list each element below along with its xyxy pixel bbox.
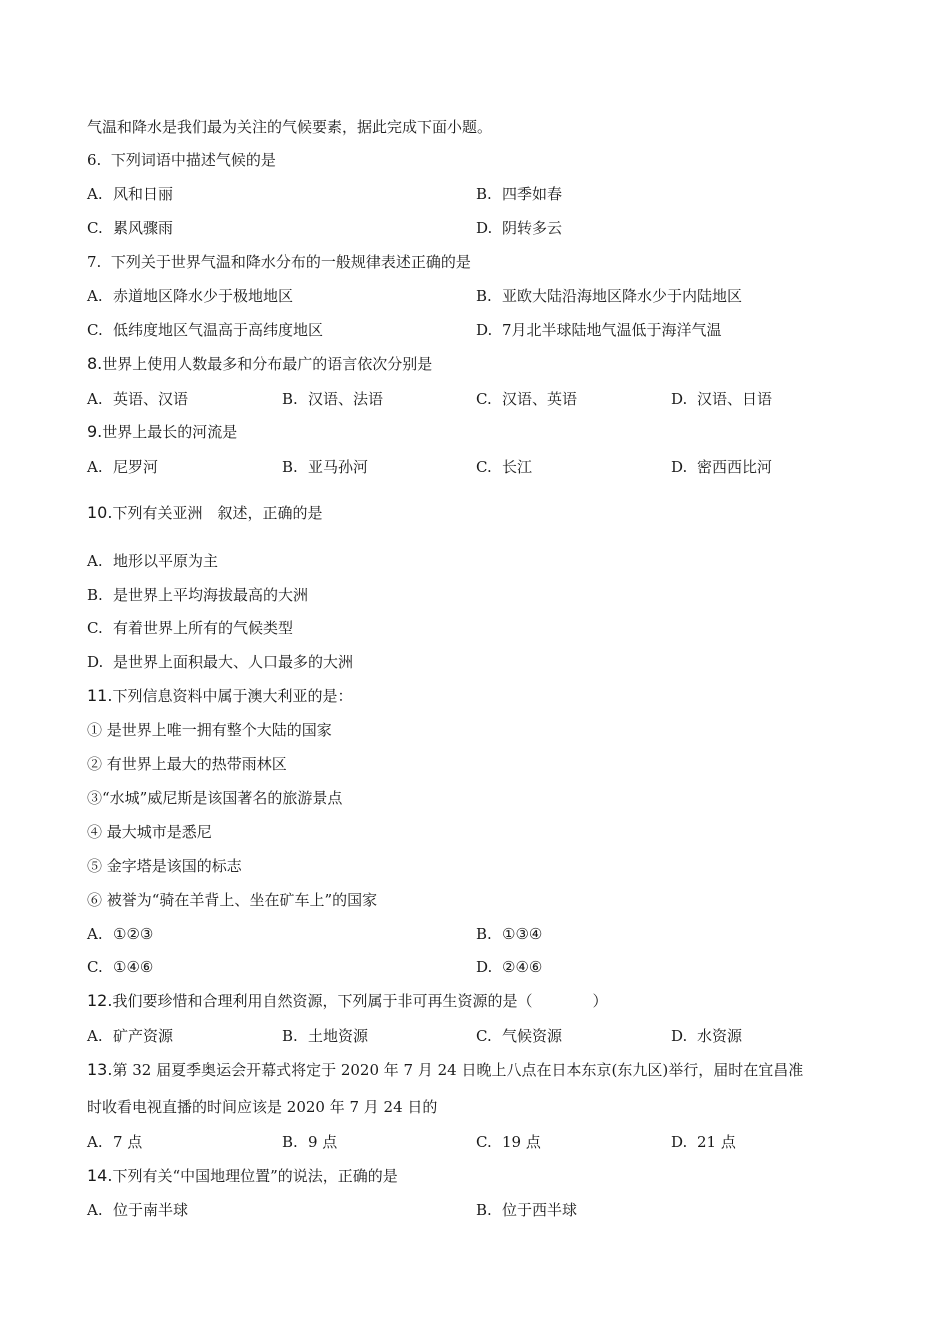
q7-option-c[interactable]: C. 低纬度地区气温高于高纬度地区: [87, 321, 324, 339]
question-7: 7. 下列关于世界气温和降水分布的一般规律表述正确的是: [87, 253, 471, 271]
q6-option-c[interactable]: C. 累风骤雨: [87, 219, 174, 237]
q11-statement-3: ③“水城”威尼斯是该国著名的旅游景点: [87, 789, 343, 807]
question-13-continued: 时收看电视直播的时间应该是 2020 年 7 月 24 日的: [87, 1098, 438, 1116]
q14-option-b[interactable]: B. 位于西半球: [476, 1201, 578, 1219]
q9-option-a[interactable]: A. 尼罗河: [87, 458, 159, 476]
q9-option-b[interactable]: B. 亚马孙河: [282, 458, 369, 476]
q11-option-d[interactable]: D. ②④⑥: [476, 958, 543, 976]
question-14: 14.下列有关“中国地理位置”的说法，正确的是: [87, 1166, 398, 1185]
q12-option-c[interactable]: C. 气候资源: [476, 1027, 563, 1045]
q11-statement-6: ⑥ 被誉为“骑在羊背上、坐在矿车上”的国家: [87, 891, 378, 909]
question-11: 11.下列信息资料中属于澳大利亚的是：: [87, 686, 353, 705]
q11-option-b[interactable]: B. ①③④: [476, 925, 543, 943]
q13-option-d[interactable]: D. 21 点: [671, 1133, 736, 1151]
question-8: 8.世界上使用人数最多和分布最广的语言依次分别是: [87, 354, 433, 373]
q11-option-a[interactable]: A. ①②③: [87, 925, 154, 943]
q10-option-b[interactable]: B. 是世界上平均海拔最高的大洲: [87, 586, 309, 604]
q7-option-d[interactable]: D. 7月北半球陆地气温低于海洋气温: [476, 321, 722, 339]
q11-statement-1: ① 是世界上唯一拥有整个大陆的国家: [87, 721, 332, 739]
q13-option-a[interactable]: A. 7 点: [87, 1133, 143, 1151]
q7-option-b[interactable]: B. 亚欧大陆沿海地区降水少于内陆地区: [476, 287, 743, 305]
q6-option-a[interactable]: A. 风和日丽: [87, 185, 174, 203]
q14-option-a[interactable]: A. 位于南半球: [87, 1201, 189, 1219]
q12-option-b[interactable]: B. 土地资源: [282, 1027, 369, 1045]
question-13: 13.第 32 届夏季奥运会开幕式将定于 2020 年 7 月 24 日晚上八点在日本东京(东九区)举行，届时在宜昌准: [87, 1060, 804, 1079]
question-10: 10.下列有关亚洲 叙述，正确的是: [87, 503, 323, 522]
q10-option-a[interactable]: A. 地形以平原为主: [87, 552, 219, 570]
q8-option-d[interactable]: D. 汉语、日语: [671, 390, 773, 408]
question-12: 12.我们要珍惜和合理利用自然资源，下列属于非可再生资源的是（ ）: [87, 991, 608, 1010]
q9-option-c[interactable]: C. 长江: [476, 458, 533, 476]
q11-statement-2: ② 有世界上最大的热带雨林区: [87, 755, 287, 773]
q9-option-d[interactable]: D. 密西西比河: [671, 458, 773, 476]
q6-option-d[interactable]: D. 阴转多云: [476, 219, 563, 237]
question-9: 9.世界上最长的河流是: [87, 422, 238, 441]
q11-statement-4: ④ 最大城市是悉尼: [87, 823, 212, 841]
q13-option-c[interactable]: C. 19 点: [476, 1133, 541, 1151]
q13-option-b[interactable]: B. 9 点: [282, 1133, 338, 1151]
q8-option-c[interactable]: C. 汉语、英语: [476, 390, 578, 408]
intro-text: 气温和降水是我们最为关注的气候要素，据此完成下面小题。: [87, 118, 493, 136]
q6-option-b[interactable]: B. 四季如春: [476, 185, 563, 203]
q8-option-a[interactable]: A. 英语、汉语: [87, 390, 189, 408]
q7-option-a[interactable]: A. 赤道地区降水少于极地地区: [87, 287, 294, 305]
q10-option-c[interactable]: C. 有着世界上所有的气候类型: [87, 619, 294, 637]
question-6: 6. 下列词语中描述气候的是: [87, 151, 276, 169]
q12-option-a[interactable]: A. 矿产资源: [87, 1027, 174, 1045]
q10-option-d[interactable]: D. 是世界上面积最大、人口最多的大洲: [87, 653, 354, 671]
q12-option-d[interactable]: D. 水资源: [671, 1027, 743, 1045]
q8-option-b[interactable]: B. 汉语、法语: [282, 390, 384, 408]
q11-option-c[interactable]: C. ①④⑥: [87, 958, 154, 976]
q11-statement-5: ⑤ 金字塔是该国的标志: [87, 857, 242, 875]
